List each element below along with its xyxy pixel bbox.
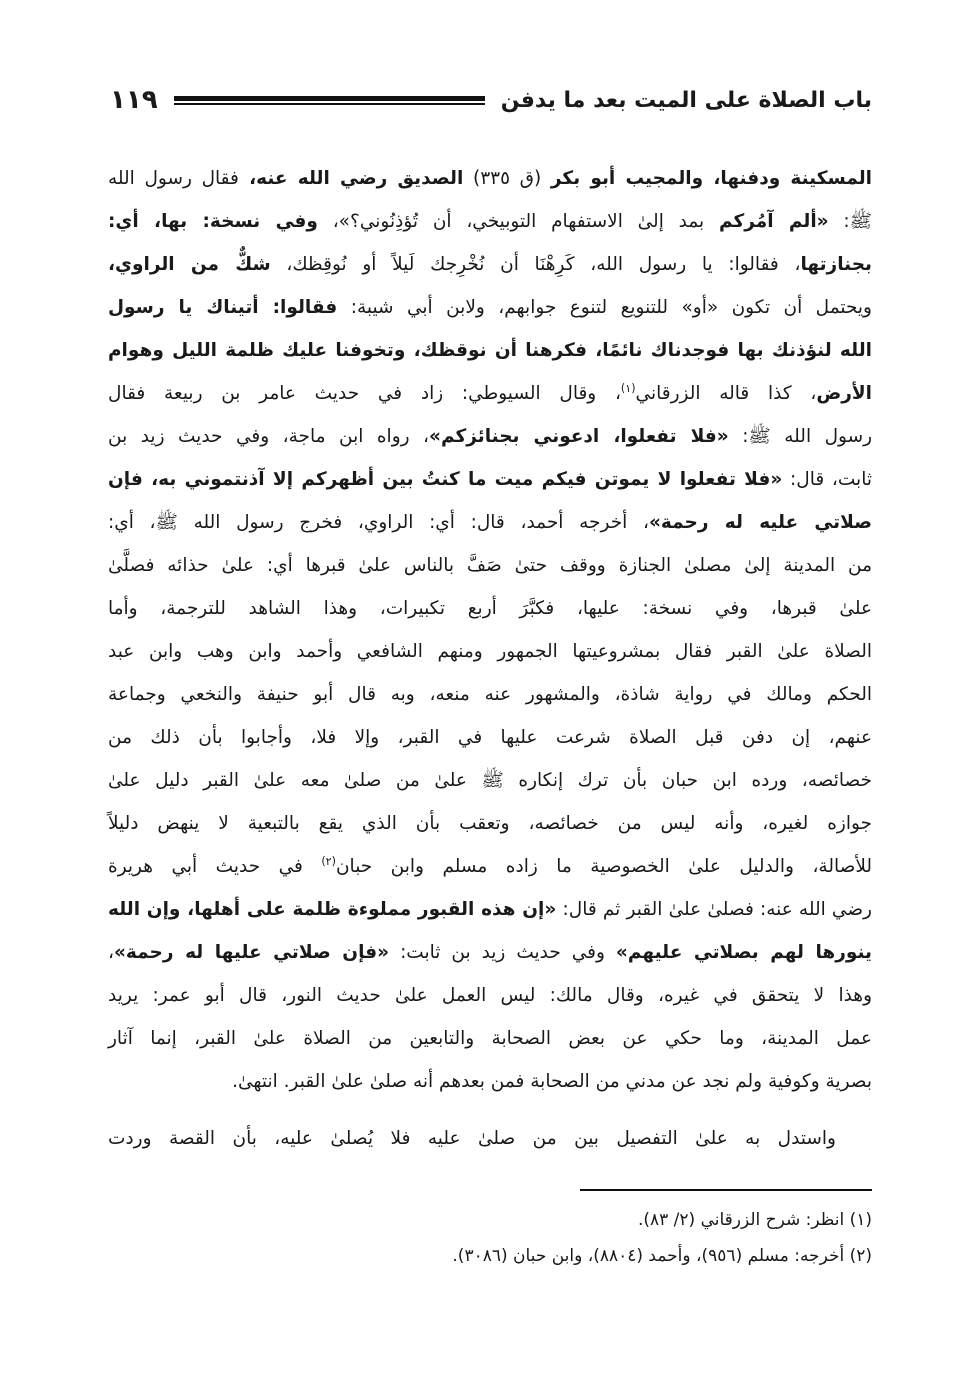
text-line [108, 286, 872, 329]
text-segment: من المدينة إلىٰ مصلىٰ الجنازة ووقف حتىٰ صَفَّ بالناس علىٰ قبرها أي: علىٰ حذائه فصلَّىٰ [108, 555, 872, 576]
text-line [108, 974, 872, 1017]
text-segment: ، [108, 942, 114, 963]
text-line [108, 845, 872, 888]
emphasized-text: «فإن صلاتي عليها له رحمة» [113, 942, 390, 963]
emphasized-text: الأرض [816, 383, 872, 404]
footnote: (١) انظر: شرح الزرقاني (٢/ ٨٣). [637, 1210, 872, 1230]
text-line [108, 630, 872, 673]
text-segment: ، أخرجه أحمد، قال: أي: الراوي، فخرج رسول الله ﷺ، أي: [108, 512, 649, 533]
text-segment: جوازه لغيره، وأنه ليس من خصائصه، وتعقب بأن الذي يقع بالتبعية لا ينهض دليلاً [108, 813, 872, 834]
text-line [108, 501, 872, 544]
text-segment: ويحتمل أن تكون «أو» للتنويع لتنوع جوابهم، ولابن أبي شيبة: [337, 297, 872, 318]
footnote-ref: (٢) [321, 854, 336, 868]
text-line [108, 544, 872, 587]
text-line [108, 888, 872, 931]
text-segment: بصرية وكوفية ولم نجد عن مدني من الصحابة فمن بعدهم أنه صلىٰ علىٰ القبر. انتهىٰ. [232, 1071, 872, 1092]
text-line [108, 1017, 872, 1060]
footnote-separator [580, 1189, 872, 1191]
text-segment: خصائصه، ورده ابن حبان بأن ترك إنكاره ﷺ علىٰ من صلىٰ معه علىٰ القبر دليل علىٰ [108, 770, 872, 791]
emphasized-text: «فلا تفعلوا لا يموتن فيكم ميت ما كنتُ بين أظهركم إلا آذنتموني به، فإن [108, 469, 783, 490]
text-line [108, 716, 872, 759]
text-line [108, 587, 872, 630]
emphasized-text: ينورها لهم بصلاتي عليهم» [615, 942, 872, 963]
text-segment: وفي حديث زيد بن ثابت: [389, 942, 616, 963]
text-line [108, 759, 872, 802]
emphasized-text: الله لنؤذنك بها فوجدناك نائمًا، فكرهنا أن نوقظك، وتخوفنا عليك ظلمة الليل وهوام [108, 340, 872, 361]
body-text [108, 157, 872, 1160]
text-line [108, 200, 872, 243]
text-segment: رسول الله ﷺ: [728, 426, 873, 447]
text-segment: بمد إلىٰ الاستفهام التوبيخي، أن تُؤذِنُوني؟»، [317, 211, 719, 232]
footnote-ref: (١) [620, 381, 636, 395]
emphasized-text: «إن هذه القبور مملوءة ظلمة على أهلها، وإن الله [108, 899, 557, 920]
text-line [108, 931, 872, 974]
text-line [108, 243, 872, 286]
text-segment: عنهم، إن دفن قبل الصلاة شرعت عليها في القبر، وإلا فلا، وأجابوا بأن ذلك من [108, 727, 872, 748]
emphasized-text: «فلا تفعلوا، ادعوني بجنائزكم» [429, 426, 729, 447]
text-line [108, 458, 872, 501]
text-line [108, 157, 872, 200]
header-rule [174, 96, 485, 105]
emphasized-text: المسكينة ودفنها، والمجيب أبو بكر [550, 168, 873, 189]
footnote: (٢) أخرجه: مسلم (٩٥٦)، وأحمد (٨٨٠٤)، وابن حبان (٣٠٨٦). [452, 1246, 872, 1266]
text-segment: واستدل به علىٰ التفصيل بين من صلىٰ عليه فلا يُصلىٰ عليه، بأن القصة وردت [108, 1128, 836, 1149]
emphasized-text: وفي نسخة: بها، أي: [108, 211, 318, 232]
text-segment: ، كذا قاله الزرقاني [635, 383, 817, 404]
text-line [108, 415, 872, 458]
text-line [108, 673, 872, 716]
chapter-title: باب الصلاة على الميت بعد ما يدفن [500, 87, 872, 113]
text-segment: ﷺ: [828, 211, 873, 232]
text-segment: ، رواه ابن ماجة، وفي حديث زيد بن [108, 426, 430, 447]
text-line [108, 1060, 872, 1103]
text-segment: الصلاة علىٰ القبر فقال بمشروعيتها الجمهور ومنهم الشافعي وأحمد وابن وهب وابن عبد [108, 641, 872, 662]
footnotes [108, 1202, 872, 1274]
text-segment: للأصالة، والدليل علىٰ الخصوصية ما زاده مسلم وابن حبان [335, 856, 872, 877]
text-line [108, 802, 872, 845]
emphasized-text: «ألم آمُركم [718, 211, 829, 232]
emphasized-text: فقالوا: أتيناك يا رسول [108, 297, 338, 318]
text-segment: الحكم ومالك في رواية شاذة، والمشهور عنه منعه، وبه قال أبو حنيفة والنخعي وجماعة [108, 684, 872, 705]
emphasized-text: شكٌّ من الراوي، [108, 254, 271, 275]
text-segment: عمل المدينة، وما حكي عن بعض الصحابة والتابعين من الصلاة علىٰ القبر، إنما آثار [108, 1028, 872, 1049]
page-number: ١١٩ [110, 85, 158, 115]
text-line [108, 372, 872, 415]
text-segment: وهذا لا يتحقق في غيره، وقال مالك: ليس العمل علىٰ حديث النور، قال أبو عمر: يريد [108, 985, 872, 1006]
paragraph [108, 1117, 872, 1160]
emphasized-text: صلاتي عليه له رحمة» [648, 512, 873, 533]
text-segment: فقال رسول الله [108, 168, 239, 189]
text-line [108, 1117, 872, 1160]
text-segment: (ق ٣٣٥) [463, 168, 551, 189]
text-segment: ثابت، قال: [782, 469, 872, 490]
text-segment: ، وقال السيوطي: زاد في حديث عامر بن ربيعة فقال [108, 383, 621, 404]
text-segment: في حديث أبي هريرة [108, 856, 322, 877]
paragraph [108, 157, 872, 1103]
running-header [110, 80, 872, 120]
text-line [108, 329, 872, 372]
emphasized-text: الصديق رضي الله عنه، [238, 168, 464, 189]
text-segment: علىٰ قبرها، وفي نسخة: عليها، فكبَّرَ أربع تكبيرات، وهذا الشاهد للترجمة، وأما [108, 598, 872, 619]
emphasized-text: بجنازتها [800, 254, 872, 275]
text-segment: رضي الله عنه: فصلىٰ علىٰ القبر ثم قال: [556, 899, 872, 920]
text-segment: ، فقالوا: يا رسول الله، كَرِهْنَا أن نُخْرِجك لَيلاً أو نُوقِظك، [270, 254, 801, 275]
